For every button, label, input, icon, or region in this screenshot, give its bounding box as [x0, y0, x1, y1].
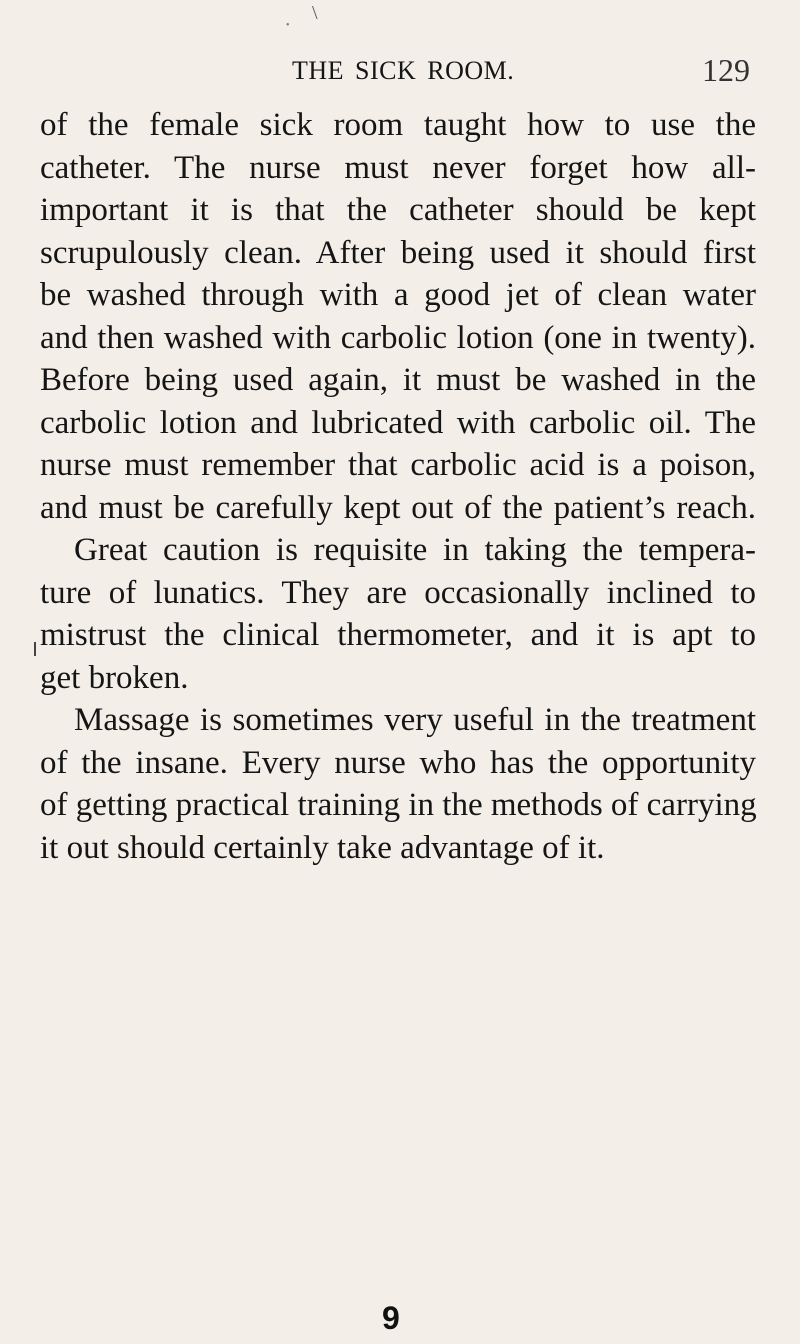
text-line: and must be carefully kept out of the patient’s reach.	[40, 489, 756, 526]
text-line: of the insane. Every nurse who has the opportunity	[40, 744, 756, 781]
paragraph-start-line: Massage is sometimes very useful in the treatment	[74, 702, 756, 738]
text-line: it out should certainly take advantage of it.	[40, 829, 605, 866]
text-line: catheter. The nurse must never forget how all-	[40, 149, 756, 186]
footer-mark: 9	[382, 1300, 400, 1336]
text-line: get broken.	[40, 659, 189, 696]
page-number: 129	[702, 52, 750, 88]
running-title: THE SICK ROOM.	[292, 56, 515, 85]
margin-mark	[34, 642, 36, 656]
text-line: of the female sick room taught how to use the	[40, 107, 756, 143]
text-line: ture of lunatics. They are occasionally inclined to	[40, 574, 756, 611]
text-line: Before being used again, it must be washed in the	[40, 362, 756, 398]
ink-dot: •	[286, 20, 290, 31]
text-line: scrupulously clean. After being used it should first	[40, 234, 756, 271]
text-line: carbolic lotion and lubricated with carbolic oil. The	[40, 404, 756, 441]
text-line: nurse must remember that carbolic acid is a poison,	[40, 447, 756, 483]
text-line: and then washed with carbolic lotion (one in twenty).	[40, 319, 756, 356]
body-text	[40, 104, 756, 869]
text-line: important it is that the catheter should be kept	[40, 192, 756, 228]
text-line: of getting practical training in the methods of carrying	[40, 787, 757, 823]
ink-speck: \	[312, 2, 318, 24]
running-head	[50, 52, 750, 96]
text-line: mistrust the clinical thermometer, and it is apt to	[40, 617, 756, 653]
text-line: be washed through with a good jet of clean water	[40, 277, 756, 313]
paragraph-start-line: Great caution is requisite in taking the tempera-	[74, 532, 756, 568]
